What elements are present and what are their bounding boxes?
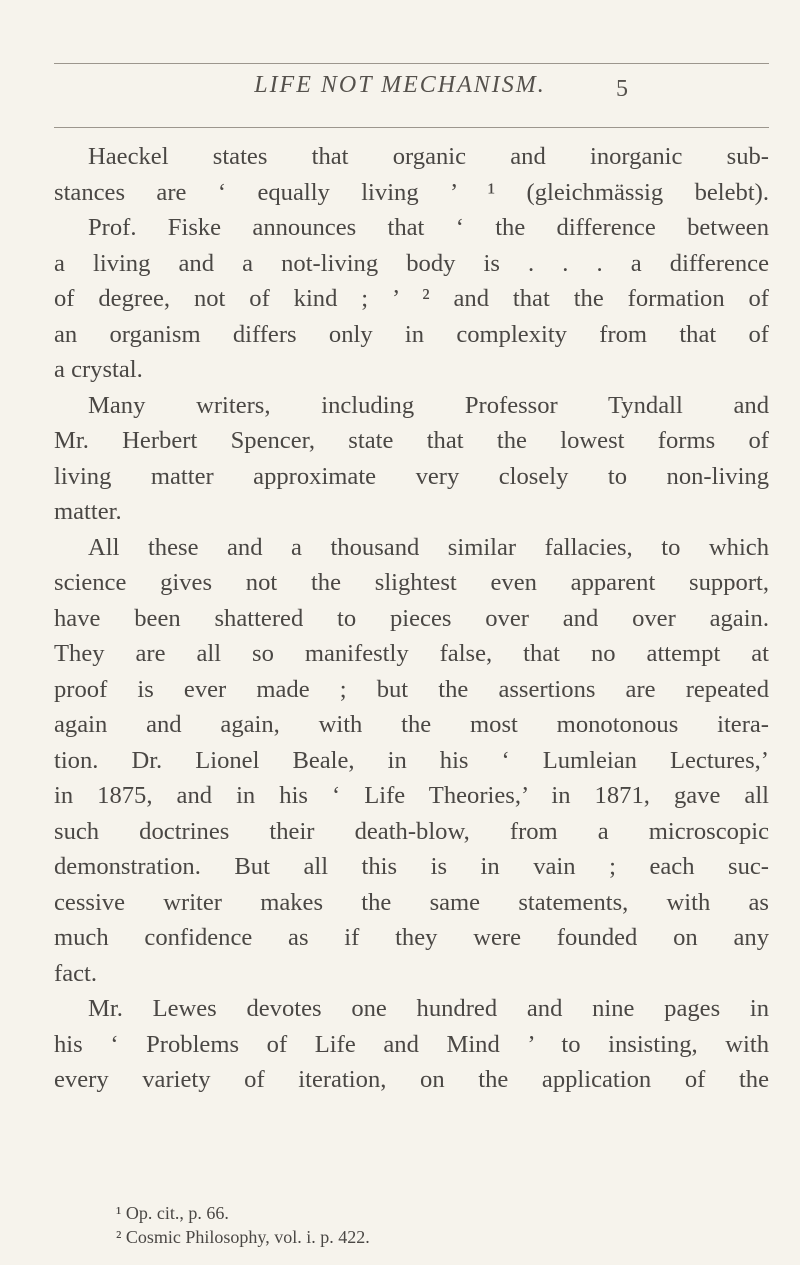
running-head — [0, 72, 800, 112]
text-line: Mr. Herbert Spencer, state that the lowest forms of — [54, 427, 769, 454]
text-line: matter. — [54, 498, 122, 525]
text-line: fact. — [54, 959, 98, 987]
text-line: stances are ‘ equally living ’ ¹ (gleichmässig belebt). — [54, 178, 769, 206]
header-rule-bottom — [54, 127, 769, 128]
footnotes — [116, 1201, 716, 1249]
text-line: much confidence as if they were founded on any — [54, 924, 769, 951]
text-line: such doctrines their death-blow, from a microscopic — [54, 817, 769, 845]
text-line: his ‘ Problems of Life and Mind ’ to insisting, with — [54, 1030, 769, 1058]
page-number: 5 — [616, 76, 628, 102]
body-text — [54, 139, 769, 1098]
text-line: a living and a not-living body is . . . a difference — [54, 249, 769, 277]
header-rule-top — [54, 63, 769, 64]
text-line: cessive writer makes the same statements, with as — [54, 888, 769, 916]
text-line: every variety of iteration, on the application of the — [54, 1066, 769, 1093]
text-line: proof is ever made ; but the assertions are repeated — [54, 675, 769, 703]
text-line: tion. Dr. Lionel Beale, in his ‘ Lumleian Lectures,’ — [54, 746, 769, 774]
text-line: They are all so manifestly false, that no attempt at — [54, 640, 769, 667]
text-line: Prof. Fiske announces that ‘ the difference between — [88, 214, 769, 241]
text-line: living matter approximate very closely to non-living — [54, 462, 769, 490]
text-line: demonstration. But all this is in vain ; each suc- — [54, 853, 769, 880]
text-line: again and again, with the most monotonous itera- — [54, 711, 769, 738]
text-line: science gives not the slightest even apparent support, — [54, 569, 769, 596]
text-line: Mr. Lewes devotes one hundred and nine pages in — [88, 995, 769, 1022]
footnote: ¹ Op. cit., p. 66. — [116, 1203, 229, 1223]
text-line: Many writers, including Professor Tyndall and — [88, 391, 769, 419]
text-line: of degree, not of kind ; ’ ² and that the formation of — [54, 285, 769, 312]
text-line: Haeckel states that organic and inorganic sub- — [88, 143, 769, 170]
text-line: All these and a thousand similar fallacies, to which — [88, 533, 769, 561]
text-line: a crystal. — [54, 356, 143, 383]
running-title: LIFE NOT MECHANISM. — [254, 72, 546, 98]
text-line: in 1875, and in his ‘ Life Theories,’ in 1871, gave all — [54, 782, 769, 809]
text-line: have been shattered to pieces over and over again. — [54, 604, 769, 632]
text-line: an organism differs only in complexity from that of — [54, 320, 769, 348]
footnote: ² Cosmic Philosophy, vol. i. p. 422. — [116, 1227, 370, 1247]
